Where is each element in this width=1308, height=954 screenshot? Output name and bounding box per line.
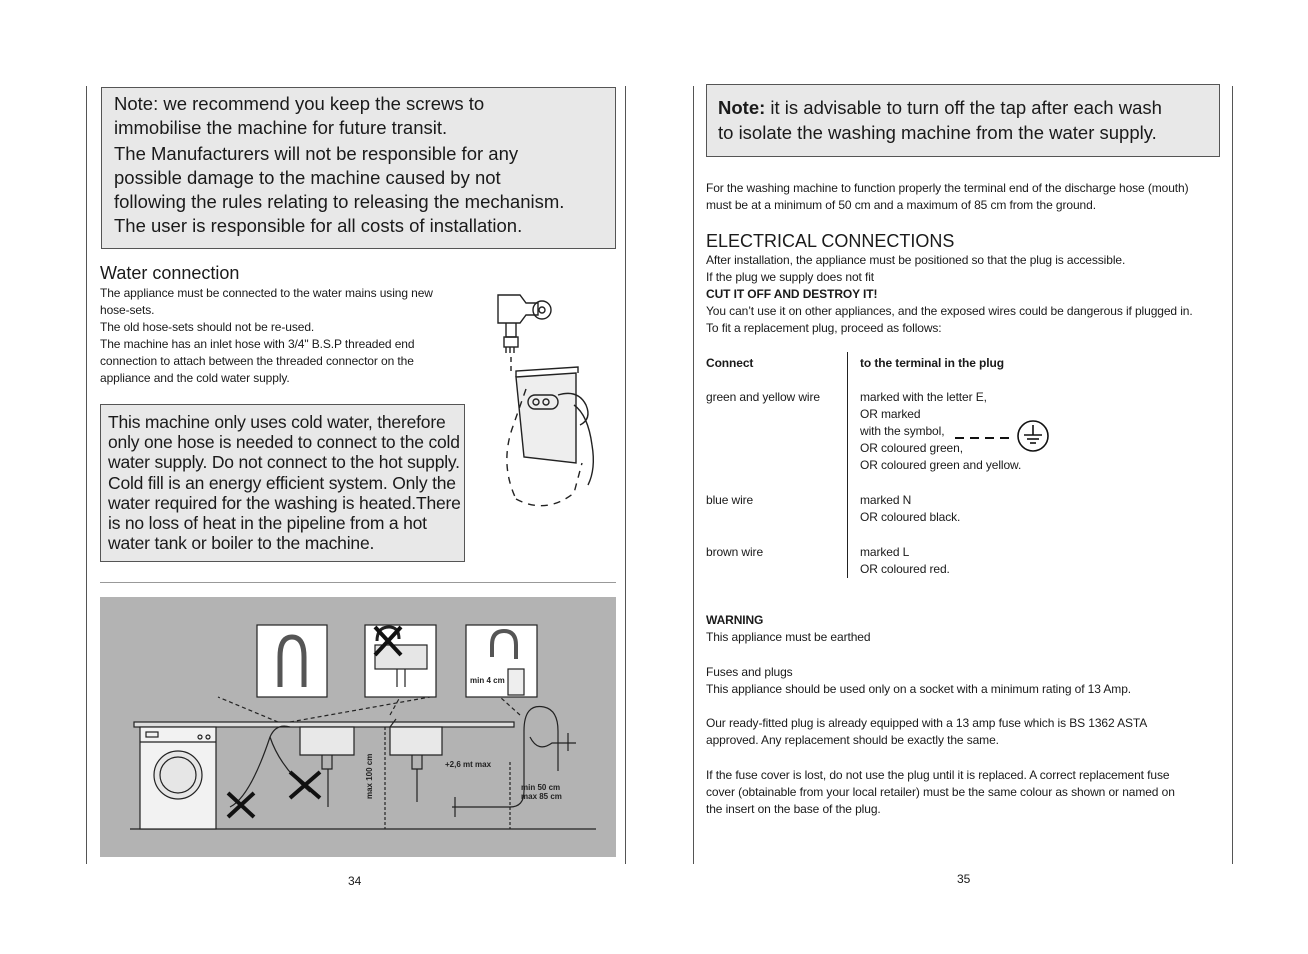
water-connection-heading: Water connection — [100, 263, 240, 283]
text-line: To fit a replacement plug, proceed as follows: — [706, 321, 942, 335]
note-line: The user is responsible for all costs of installation. — [114, 215, 523, 236]
electrical-text — [706, 252, 1226, 337]
water-connection-text — [100, 285, 470, 387]
text-line: The old hose-sets should not be re-used. — [100, 320, 315, 334]
note-line: water tank or boiler to the machine. — [108, 533, 375, 554]
page-number-right: 35 — [957, 872, 971, 886]
text-line: connection to attach between the threaded connector on the — [100, 354, 414, 368]
text-line: If the plug we supply does not fit — [706, 270, 875, 284]
text-line: OR coloured green and yellow. — [860, 458, 1022, 472]
fuses-section — [706, 664, 1226, 698]
text-line: cover (obtainable from your local retailer) must be the same colour as shown or named on — [706, 785, 1175, 799]
note-line: possible damage to the machine caused by not — [114, 167, 501, 188]
left-page-right-rule — [625, 86, 626, 864]
note-label: Note: — [718, 97, 766, 118]
text-line: marked L — [860, 545, 910, 559]
text-line: must be at a minimum of 50 cm and a maximum of 85 cm from the ground. — [706, 198, 1096, 212]
tap-note-box — [706, 84, 1220, 157]
table-row-brown-label: brown wire — [706, 545, 764, 559]
note-line: water required for the washing is heated.There — [108, 492, 461, 513]
label-max-100cm: max 100 cm — [365, 753, 374, 799]
label-max-85cm: max 85 cm — [521, 792, 562, 801]
right-page-right-rule — [1232, 86, 1233, 864]
discharge-text — [706, 180, 1226, 214]
note-text: it is advisable to turn off the tap after each wash — [765, 97, 1162, 118]
sink-right — [390, 727, 442, 755]
text-line: marked with the letter E, — [860, 390, 987, 404]
table-row-blue-label: blue wire — [706, 493, 754, 507]
text-line: OR coloured black. — [860, 510, 961, 524]
right-page-left-rule — [693, 86, 694, 864]
table-header-connect: Connect — [706, 356, 754, 370]
tap-body — [498, 295, 538, 323]
cold-water-note-box — [100, 404, 465, 562]
plug-section — [706, 715, 1226, 749]
text-line: with the symbol, — [860, 424, 945, 438]
separator-rule — [100, 582, 616, 583]
text-line: If the fuse cover is lost, do not use the plug until it is replaced. A correct replacement fuse — [706, 768, 1170, 782]
note-line: water supply. Do not connect to the hot supply. — [108, 452, 460, 473]
left-page-left-rule — [86, 86, 87, 864]
table-header-terminal: to the terminal in the plug — [860, 356, 1004, 370]
warning-text: This appliance must be earthed — [706, 630, 871, 644]
machine-door — [154, 751, 202, 799]
tap-hose-illustration — [486, 285, 616, 520]
table-row-green-label: green and yellow wire — [706, 390, 820, 404]
sink-left — [300, 727, 354, 755]
text-line: You can’t use it on other appliances, and the exposed wires could be dangerous if plugged in. — [706, 304, 1193, 318]
text-line: OR coloured green, — [860, 441, 963, 455]
text-line: appliance and the cold water supply. — [100, 371, 290, 385]
warning-title: WARNING — [706, 613, 764, 627]
fuse-cover-section — [706, 767, 1226, 818]
note-line: only one hose is needed to connect to the cold — [108, 432, 460, 453]
note-line: immobilise the machine for future transit. — [114, 117, 448, 138]
note-line — [718, 96, 1219, 121]
note-line: to isolate the washing machine from the water supply. — [718, 121, 1157, 143]
text-line: CUT IT OFF AND DESTROY IT! — [706, 287, 878, 301]
text-line: OR marked — [860, 407, 921, 421]
fuses-title: Fuses and plugs — [706, 665, 793, 679]
screws-note-box — [101, 87, 616, 249]
note-line: is no loss of heat in the pipeline from a hot — [108, 513, 427, 534]
label-max-2-6m: +2,6 mt max — [445, 760, 492, 769]
note-line: Cold fill is an energy efficient system. Only the — [108, 472, 456, 493]
text-line: OR coloured red. — [860, 562, 950, 576]
page-number-left: 34 — [348, 874, 362, 888]
text-line: Our ready-fitted plug is already equipped with a 13 amp fuse which is BS 1362 ASTA — [706, 716, 1148, 730]
note-line: This machine only uses cold water, therefore — [108, 412, 446, 432]
note-line: The Manufacturers will not be responsible for any — [114, 143, 519, 164]
table-divider — [847, 352, 848, 578]
label-min-50cm: min 50 cm — [521, 783, 561, 792]
text-line: The machine has an inlet hose with 3/4" B.S.P threaded end — [100, 337, 415, 351]
text-line: After installation, the appliance must be positioned so that the plug is accessible. — [706, 253, 1126, 267]
table-row-blue-values — [860, 492, 960, 526]
drain-hose-diagram — [100, 597, 616, 857]
text-line: hose-sets. — [100, 303, 155, 317]
text-line: marked N — [860, 493, 912, 507]
inset-min-4cm — [466, 625, 537, 697]
text-line: the insert on the base of the plug. — [706, 802, 881, 816]
note-line: following the rules relating to releasing the mechanism. — [114, 191, 565, 212]
warning-section — [706, 612, 1226, 646]
text-line: approved. Any replacement should be exactly the same. — [706, 733, 999, 747]
label-min-4cm: min 4 cm — [470, 676, 505, 685]
tap-knob — [533, 301, 551, 319]
text-line: The appliance must be connected to the water mains using new — [100, 286, 433, 300]
note-line: Note: we recommend you keep the screws to — [114, 93, 485, 114]
earth-symbol-icon — [953, 420, 1053, 454]
electrical-connections-heading: ELECTRICAL CONNECTIONS — [706, 231, 955, 251]
fuses-text: This appliance should be used only on a socket with a minimum rating of 13 Amp. — [706, 682, 1132, 696]
text-line: For the washing machine to function properly the terminal end of the discharge hose (mouth) — [706, 181, 1189, 195]
table-row-brown-values — [860, 544, 950, 578]
